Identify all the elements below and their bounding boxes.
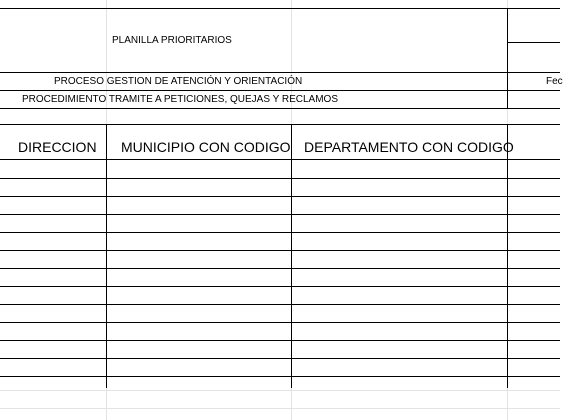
table-cell[interactable] bbox=[106, 304, 291, 322]
header-code-divider bbox=[508, 42, 560, 43]
table-cell[interactable] bbox=[291, 268, 507, 286]
table-cell[interactable] bbox=[0, 286, 106, 304]
table-cell[interactable] bbox=[106, 178, 291, 196]
grid-row-line bbox=[0, 408, 560, 409]
table-row bbox=[0, 196, 560, 215]
procedimiento-label: PROCEDIMIENTO TRAMITE A PETICIONES, QUEJAS Y RECLAMOS bbox=[22, 94, 338, 105]
fecha-label: Fec bbox=[546, 76, 563, 87]
proceso-bottom-border bbox=[0, 90, 560, 91]
table-cell[interactable] bbox=[291, 160, 507, 178]
table-cell[interactable] bbox=[106, 232, 291, 250]
table-row bbox=[0, 268, 560, 287]
proceso-label: PROCESO GESTION DE ATENCIÓN Y ORIENTACIÓN bbox=[54, 76, 303, 87]
table-cell[interactable] bbox=[106, 250, 291, 268]
table-cell[interactable] bbox=[106, 322, 291, 340]
table-cell[interactable] bbox=[0, 214, 106, 232]
table-row bbox=[0, 214, 560, 233]
table-cell[interactable] bbox=[106, 160, 291, 178]
table-cell[interactable] bbox=[291, 286, 507, 304]
column-header-direccion[interactable]: DIRECCION bbox=[18, 139, 97, 155]
table-cell[interactable] bbox=[0, 322, 106, 340]
table-row bbox=[0, 160, 560, 179]
table-cell[interactable] bbox=[0, 340, 106, 358]
table-cell[interactable] bbox=[0, 304, 106, 322]
table-cell[interactable] bbox=[0, 178, 106, 196]
table-cell[interactable] bbox=[291, 214, 507, 232]
table-top-border bbox=[0, 124, 560, 125]
title-bottom-border bbox=[0, 72, 560, 73]
table-cell[interactable] bbox=[291, 358, 507, 376]
table-row bbox=[0, 250, 560, 269]
table-cell[interactable] bbox=[106, 358, 291, 376]
column-header-departamento[interactable]: DEPARTAMENTO CON CODIGO bbox=[304, 139, 514, 155]
table-cell[interactable] bbox=[106, 214, 291, 232]
table-row bbox=[0, 358, 560, 377]
table-cell[interactable] bbox=[0, 160, 106, 178]
header-top-border bbox=[0, 8, 560, 9]
table-cell[interactable] bbox=[106, 286, 291, 304]
form-title: PLANILLA PRIORITARIOS bbox=[112, 35, 232, 46]
header-right-divider bbox=[507, 8, 508, 108]
table-row bbox=[0, 304, 560, 323]
table-cell[interactable] bbox=[106, 340, 291, 358]
column-header-municipio[interactable]: MUNICIPIO CON CODIGO bbox=[121, 139, 291, 155]
table-cell[interactable] bbox=[0, 268, 106, 286]
grid-row-line bbox=[0, 390, 560, 391]
table-cell[interactable] bbox=[0, 250, 106, 268]
table-row bbox=[0, 232, 560, 251]
table-cell[interactable] bbox=[0, 232, 106, 250]
table-cell[interactable] bbox=[106, 268, 291, 286]
table-row bbox=[0, 340, 560, 359]
table-cell[interactable] bbox=[291, 232, 507, 250]
table-cell[interactable] bbox=[291, 304, 507, 322]
table-cell[interactable] bbox=[291, 196, 507, 214]
procedimiento-bottom-border bbox=[0, 108, 560, 109]
table-row bbox=[0, 322, 560, 341]
table-cell[interactable] bbox=[291, 178, 507, 196]
table-row bbox=[0, 178, 560, 197]
table-cell[interactable] bbox=[291, 322, 507, 340]
table-cell[interactable] bbox=[291, 340, 507, 358]
table-cell[interactable] bbox=[291, 250, 507, 268]
table-cell[interactable] bbox=[0, 358, 106, 376]
table-cell[interactable] bbox=[0, 196, 106, 214]
table-row bbox=[0, 286, 560, 305]
table-cell[interactable] bbox=[106, 196, 291, 214]
